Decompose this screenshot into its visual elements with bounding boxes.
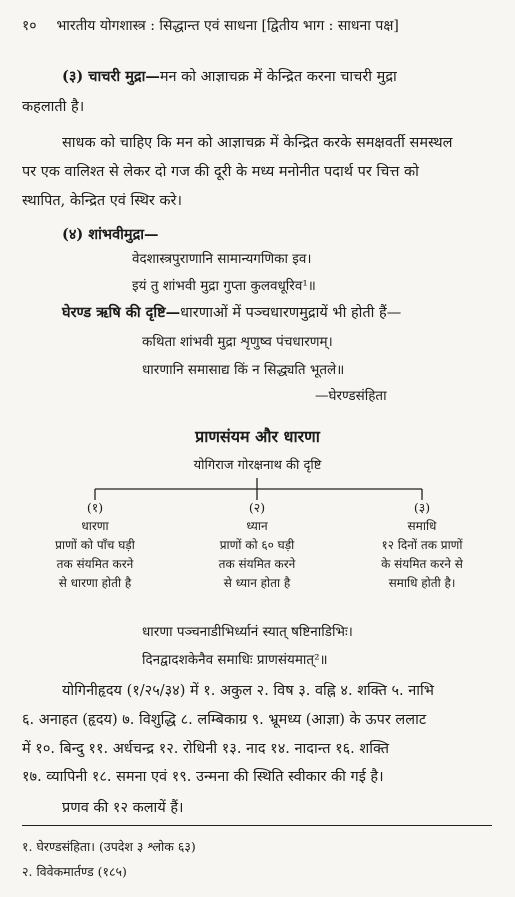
- sadhak-para-line-3: स्थापित, केन्द्रित एवं स्थिर करे।: [22, 193, 182, 209]
- branch-desc-line: तक संयमित करने: [218, 557, 296, 571]
- yogini-para-line-3: में १०. बिन्दु ११. अर्धचन्द्र १२. रोधिनी १३. नाद १४. नादान्त १६. शक्ति: [22, 741, 390, 757]
- branch-desc-line: प्राणों को पाँच घड़ी: [55, 538, 135, 552]
- yogini-para-line-2: ६. अनाहत (हृदय) ७. विशुद्धि ८. लम्बिकाग्र ९. भ्रूमध्य (आज्ञा) के ऊपर ललाट: [22, 712, 427, 728]
- branch-name: ध्यान: [246, 519, 268, 533]
- branch-desc-line: तक संयमित करने: [56, 557, 134, 571]
- branch-samadhi: [347, 498, 497, 593]
- branch-name: समाधि: [407, 519, 437, 533]
- gheranda-text: धारणाओं में पञ्चधारणमुद्रायें भी होती हैं—: [180, 305, 402, 321]
- branch-desc-line: १२ दिनों तक प्राणों: [381, 538, 463, 552]
- yogini-para-line-4: १७. व्यापिनी १८. समना एवं १९. उन्मना की स्थिति स्वीकार की गई है।: [22, 769, 384, 785]
- footnote-2: २. विवेकमार्तण्ड (१८५): [22, 864, 127, 879]
- yogini-para-line-1: योगिनीहृदय (१/२५/३४) में १. अकुल २. विष ३. वह्नि ४. शक्ति ५. नाभि: [62, 683, 434, 699]
- gheranda-heading: घेरण्ड ऋषि की दृष्टि—: [62, 304, 181, 321]
- shambhavi-heading: (४) शांभवीमुद्रा—: [62, 226, 159, 243]
- branch-dharana: [20, 498, 170, 593]
- pranasamyam-verse-1: धारणा पञ्चनाडीभिर्ध्यानं स्यात् षष्टिनाडिभिः।: [142, 624, 353, 640]
- running-title: भारतीय योगशास्त्र : सिद्धान्त एवं साधना [द्वितीय भाग : साधना पक्ष]: [56, 18, 399, 34]
- sadhak-para-line-1: साधक को चाहिए कि मन को आज्ञाचक्र में केन्द्रित करके समक्षवर्ती समस्थल: [62, 135, 453, 151]
- shambhavi-verse-2: इयं तु शांभवी मुद्रा गुप्ता कुलवधूरिव¹॥: [132, 278, 316, 294]
- gheranda-verse-1: कथिता शांभवी मुद्रा शृणुष्व पंचधारणम्।: [142, 334, 333, 350]
- branch-name: धारणा: [81, 519, 109, 533]
- branch-desc-line: से ध्यान होता है: [223, 576, 291, 590]
- gheranda-source: —घेरण्डसंहिता: [315, 388, 387, 404]
- pranava-line: प्रणव की १२ कलायें हैं।: [62, 800, 184, 816]
- branch-number: (१): [86, 500, 104, 515]
- diagram-title: प्राणसंयम और धारणा: [195, 427, 320, 446]
- footnote-1: १. घेरण्डसंहिता। (उपदेश ३ श्लोक ६३): [22, 839, 196, 854]
- branch-desc-line: प्राणों को ६० घड़ी: [219, 538, 295, 552]
- gheranda-verse-2: धारणानि समासाद्य किं न सिद्ध्यति भूतले॥: [142, 362, 345, 378]
- branch-desc-line: के संयमित करने से: [381, 557, 463, 571]
- branch-dhyana: [182, 498, 332, 593]
- diagram-subtitle: योगिराज गोरक्षनाथ की दृष्टि: [193, 458, 322, 473]
- chachari-line-2: कहलाती है।: [22, 99, 85, 115]
- chachari-definition: मन को आज्ञाचक्र में केन्द्रित करना चाचरी मुद्रा: [159, 69, 397, 85]
- page-number: १०: [22, 18, 37, 34]
- branch-number: (३): [413, 500, 431, 515]
- branch-desc-line: समाधि होती है।: [388, 576, 456, 590]
- branch-number: (२): [248, 500, 266, 515]
- footnote-separator: [22, 825, 492, 826]
- sadhak-para-line-2: पर एक वालिश्त से लेकर दो गज की दूरी के मध्य मनोनीत पदार्थ पर चित्त को: [22, 164, 419, 180]
- chachari-heading: (३) चाचरी मुद्रा—: [62, 68, 160, 85]
- pranasamyam-verse-2: दिनद्वादशकेनैव समाधिः प्राणसंयमात्²॥: [142, 652, 328, 668]
- branch-desc-line: से धारणा होती है: [58, 576, 132, 590]
- shambhavi-verse-1: वेदशास्त्रपुराणानि सामान्यगणिका इव।: [132, 251, 312, 267]
